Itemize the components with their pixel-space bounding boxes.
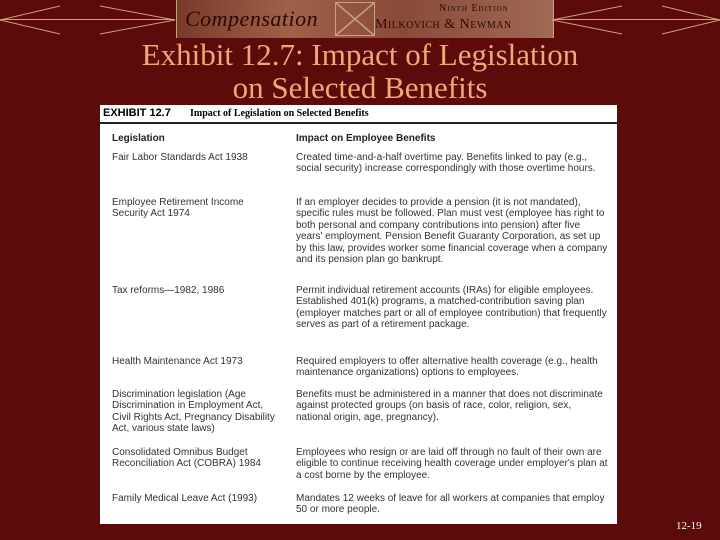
row-legislation: Family Medical Leave Act (1993) <box>112 493 258 504</box>
slide-title-line-2: on Selected Benefits <box>232 70 488 105</box>
row-impact: Mandates 12 weeks of leave for all workers at companies that employ 50 or more people. <box>296 493 605 516</box>
book-logo <box>176 0 554 38</box>
row-impact: If an employer decides to provide a pension (it is not mandated), specific rules must be followed. Plan must vest (employee has right to both personal and company contributions into pension) after five years' employment. Pension Benefit Guaranty Corporation, as set up by this law, provides worker some financial coverage when a company and its pension plan go bankrupt. <box>296 197 608 266</box>
row-legislation: Fair Labor Standards Act 1938 <box>112 152 248 163</box>
header-banner <box>0 0 720 38</box>
column-header-impact: Impact on Employee Benefits <box>296 133 436 144</box>
row-legislation: Consolidated Omnibus Budget Reconciliation Act (COBRA) 1984 <box>112 447 261 470</box>
banner-ornament-right <box>552 2 720 38</box>
logo-authors: Milkovich & Newman <box>375 17 512 32</box>
row-legislation: Discrimination legislation (Age Discrimination in Employment Act, Civil Rights Act, Pregnancy Disability Act, various state laws) <box>112 389 275 435</box>
exhibit-title: Impact of Legislation on Selected Benefits <box>190 108 369 119</box>
column-header-legislation: Legislation <box>112 133 165 144</box>
row-impact: Required employers to offer alternative health coverage (e.g., health maintenance organizations) options to employees. <box>296 356 598 379</box>
exhibit-header <box>100 106 617 124</box>
diamond-ornament-icon <box>335 2 375 36</box>
row-impact: Created time-and-a-half overtime pay. Benefits linked to pay (e.g., social security) increase correspondingly with those overtime hours. <box>296 152 596 175</box>
row-impact: Permit individual retirement accounts (IRAs) for eligible employees. Established 401(k) programs, a matched-contribution saving plan (employer matches part or all of employee contribution) that frequently serves as part of a retirement package. <box>296 285 607 331</box>
page-number: 12-19 <box>676 520 702 532</box>
slide-title <box>60 38 660 104</box>
logo-edition: Ninth Edition <box>439 3 509 14</box>
slide-title-line-1: Exhibit 12.7: Impact of Legislation <box>141 37 579 72</box>
row-legislation: Employee Retirement Income Security Act 1974 <box>112 197 244 220</box>
row-impact: Benefits must be administered in a manner that does not discriminate against protected groups (on basis of race, color, religion, sex, national origin, age, pregnancy). <box>296 389 603 423</box>
row-legislation: Tax reforms—1982, 1986 <box>112 285 225 296</box>
row-legislation: Health Maintenance Act 1973 <box>112 356 243 367</box>
row-impact: Employees who resign or are laid off through no fault of their own are eligible to continue receiving health coverage under employer's plan at a cost borne by the employee. <box>296 447 608 481</box>
exhibit-label: EXHIBIT 12.7 <box>103 107 171 119</box>
exhibit-panel <box>100 105 617 524</box>
banner-ornament-left <box>0 2 176 38</box>
logo-script-title: Compensation <box>185 6 319 31</box>
